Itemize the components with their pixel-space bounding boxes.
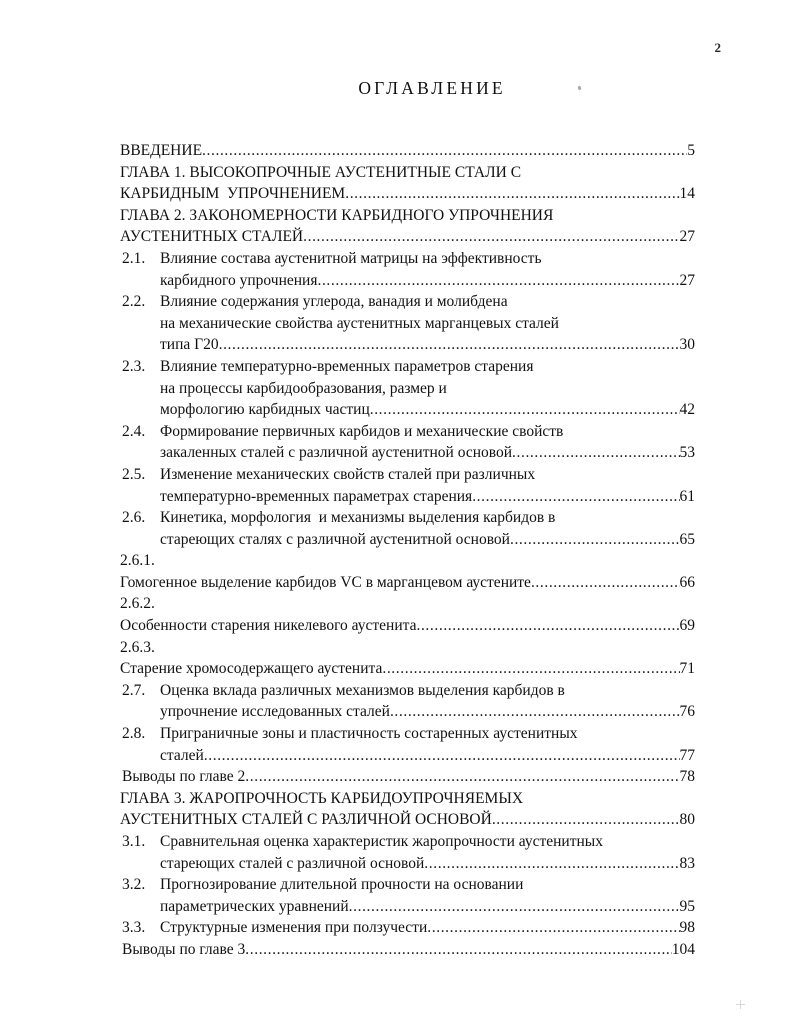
toc-entry-last-line: [160, 334, 695, 356]
toc-entry-number: 2.1.: [122, 249, 146, 267]
toc-page-number: 80: [679, 811, 695, 829]
toc-entry[interactable]: [120, 205, 695, 248]
toc-entry-body: [160, 917, 695, 939]
toc-entry-line: Кинетика, морфология и механизмы выделения карбидов в: [160, 509, 556, 527]
toc-entry-line: ГЛАВА 2. ЗАКОНОМЕРНОСТИ КАРБИДНОГО УПРОЧНЕНИЯ: [120, 206, 554, 224]
toc-page-number: 42: [679, 401, 695, 419]
toc-entry-line: на процессы карбидообразования, размер и: [160, 379, 447, 397]
toc-entry-text: стареющих сталей с различной основой: [160, 854, 425, 872]
toc-entry-body: [160, 464, 695, 507]
dot-leader: [416, 615, 679, 637]
toc-entry-last-line: [160, 745, 695, 767]
toc-entry-number: 2.6.2.: [120, 595, 155, 613]
toc-page-number: 65: [679, 530, 695, 548]
toc-entry[interactable]: [120, 680, 695, 723]
toc-entry-list: [120, 140, 695, 961]
toc-page-number: 27: [679, 228, 695, 246]
toc-page-number: 66: [679, 573, 695, 591]
toc-entry-body: [122, 766, 695, 788]
dot-leader: [472, 486, 679, 508]
dot-leader: [382, 658, 679, 680]
toc-page-number: 53: [679, 444, 695, 462]
toc-entry[interactable]: [120, 723, 695, 766]
toc-entry-last-line: [160, 442, 695, 464]
toc-entry-text: Выводы по главе 3: [122, 940, 246, 958]
toc-entry-line: Влияние состава аустенитной матрицы на эффективность: [160, 249, 542, 267]
toc-entry[interactable]: [120, 917, 695, 939]
toc-entry-number: 2.2.: [122, 293, 146, 311]
scan-artifact-registration-mark: [736, 1000, 745, 1009]
dot-leader: [492, 809, 680, 831]
toc-entry-number: 2.3.: [122, 357, 146, 375]
toc-entry-line: на механические свойства аустенитных марганцевых сталей: [160, 314, 559, 332]
toc-entry-number: 2.6.3.: [120, 638, 155, 656]
toc-entry-line: Оценка вклада различных механизмов выделения карбидов в: [160, 681, 565, 699]
toc-entry[interactable]: [120, 939, 695, 961]
toc-entry[interactable]: [120, 464, 695, 507]
toc-entry-body: [160, 356, 695, 421]
dot-leader: [219, 334, 680, 356]
toc-entry-line: Изменение механических свойств сталей при различных: [160, 465, 536, 483]
toc-entry-text: Особенности старения никелевого аустенита: [120, 617, 417, 635]
toc-entry-last-line: [120, 572, 695, 594]
dot-leader: [202, 140, 687, 162]
page-title: ОГЛАВЛЕНИЕ: [358, 78, 506, 98]
toc-entry-body: [160, 507, 695, 550]
toc-entry[interactable]: [120, 550, 695, 593]
toc-entry-number: 2.6.: [122, 509, 146, 527]
toc-entry-last-line: [160, 486, 695, 508]
toc-entry-text: сталей: [160, 746, 204, 764]
toc-entry-text: морфологию карбидных частиц: [160, 401, 370, 419]
dot-leader: [427, 917, 679, 939]
toc-entry-text: Выводы по главе 2: [122, 768, 246, 786]
toc-entry-body: [160, 248, 695, 291]
toc-entry-last-line: [160, 701, 695, 723]
toc-page-number: 95: [679, 897, 695, 915]
dot-leader: [510, 529, 680, 551]
toc-page-number: 98: [679, 919, 695, 937]
toc-entry[interactable]: [120, 162, 695, 205]
toc-entry-body: [120, 615, 695, 637]
toc-entry-last-line: [160, 270, 695, 292]
toc-entry-number: 3.3.: [122, 919, 146, 937]
toc-entry-text: упрочнение исследованных сталей: [160, 703, 390, 721]
toc-entry-last-line: [120, 615, 695, 637]
toc-entry[interactable]: [120, 291, 695, 356]
dot-leader: [424, 853, 679, 875]
toc-entry-text: Гомогенное выделение карбидов VC в марганцевом аустените: [120, 573, 531, 591]
toc-page-number: 77: [679, 746, 695, 764]
toc-entry[interactable]: [120, 593, 695, 636]
toc-entry-number: 3.1.: [122, 833, 146, 850]
toc-entry-last-line: [122, 939, 695, 961]
toc-entry-body: [120, 658, 695, 680]
toc-entry[interactable]: [120, 248, 695, 291]
toc-entry-text: ВВЕДЕНИЕ: [120, 142, 203, 159]
dot-leader: [390, 701, 680, 723]
toc-entry-text: температурно-временных параметрах старения: [160, 487, 473, 505]
toc-entry-line: Формирование первичных карбидов и механические свойств: [160, 422, 564, 440]
toc-entry[interactable]: [120, 356, 695, 421]
toc-entry-text: АУСТЕНИТНЫХ СТАЛЕЙ С РАЗЛИЧНОЙ ОСНОВОЙ: [120, 811, 492, 829]
toc-entry-number: 2.6.1.: [120, 552, 155, 570]
toc-page-number: 69: [679, 617, 695, 635]
toc-entry-body: [122, 939, 695, 961]
toc-entry-text: параметрических уравнений: [160, 897, 349, 915]
toc-entry-body: [120, 140, 695, 162]
toc-entry[interactable]: [120, 421, 695, 464]
toc-entry-text: стареющих сталях с различной аустенитной основой: [160, 530, 510, 548]
toc-entry-text: АУСТЕНИТНЫХ СТАЛЕЙ: [120, 228, 304, 246]
toc-entry-text: Структурные изменения при ползучести: [160, 919, 428, 937]
toc-entry-line: Прогнозирование длительной прочности на основании: [160, 876, 524, 894]
toc-entry-body: [120, 162, 695, 205]
dot-leader: [531, 572, 680, 594]
toc-page-number: 71: [679, 660, 695, 678]
toc-entry-body: [120, 788, 695, 831]
toc-page-number: 83: [679, 854, 695, 872]
toc-entry-last-line: [120, 140, 695, 162]
toc-page-number: 14: [679, 185, 695, 203]
dot-leader: [204, 745, 680, 767]
toc-entry-number: 2.8.: [122, 725, 146, 743]
toc-entry-last-line: [160, 529, 695, 551]
toc-entry-text: КАРБИДНЫМ УПРОЧНЕНИЕМ: [120, 185, 346, 203]
toc-entry-text: карбидного упрочнения: [160, 271, 318, 289]
toc-page-number: 104: [671, 940, 695, 958]
toc-page-number: 27: [679, 271, 695, 289]
toc-entry-last-line: [160, 896, 695, 918]
toc-entry-body: [160, 874, 695, 917]
page-number: 2: [714, 40, 721, 55]
toc-entry-number: 2.5.: [122, 465, 146, 483]
toc-entry[interactable]: [120, 507, 695, 550]
toc-entry-last-line: [160, 917, 695, 939]
toc-entry-last-line: [120, 226, 695, 248]
toc-entry-last-line: [120, 183, 695, 205]
toc-entry-last-line: [160, 399, 695, 421]
toc-entry-number: 2.7.: [122, 681, 146, 699]
toc-entry-body: [160, 421, 695, 464]
dot-leader: [317, 270, 679, 292]
toc-entry-number: 3.2.: [122, 876, 146, 894]
toc-entry-line: Влияние температурно-временных параметров старения: [160, 357, 534, 375]
dot-leader: [345, 183, 679, 205]
toc-entry[interactable]: [120, 637, 695, 680]
toc-entry-body: [160, 831, 695, 874]
toc-entry-text: Старение хромосодержащего аустенита: [120, 660, 383, 678]
toc-entry[interactable]: [120, 140, 695, 162]
toc-entry-body: [120, 572, 695, 594]
toc-entry-line: Приграничные зоны и пластичность состаренных аустенитных: [160, 725, 578, 743]
toc-entry-text: закаленных сталей с различной аустенитной основой: [160, 444, 513, 462]
toc-entry[interactable]: [120, 831, 695, 874]
toc-page-number: 78: [679, 768, 695, 786]
toc-entry-body: [160, 723, 695, 766]
toc-page-number: 5: [687, 142, 695, 159]
toc-page-number: 76: [679, 703, 695, 721]
toc-entry-body: [160, 291, 695, 356]
dot-leader: [370, 399, 680, 421]
dot-leader: [512, 442, 679, 464]
toc-entry[interactable]: [120, 874, 695, 917]
toc-page-number: 61: [679, 487, 695, 505]
dot-leader: [303, 226, 679, 248]
toc-entry-last-line: [122, 766, 695, 788]
toc-entry-line: Влияние содержания углерода, ванадия и молибдена: [160, 293, 508, 311]
toc-entry-text: типа Г20: [160, 336, 219, 354]
dot-leader: [349, 896, 680, 918]
toc-page-number: 30: [679, 336, 695, 354]
toc-entry-line: Сравнительная оценка характеристик жаропрочности аустенитных: [160, 833, 603, 850]
toc-entry-last-line: [120, 809, 695, 831]
toc-entry-body: [160, 680, 695, 723]
toc-entry-last-line: [160, 853, 695, 875]
toc-entry[interactable]: [120, 766, 695, 788]
toc-entry-line: ГЛАВА 3. ЖАРОПРОЧНОСТЬ КАРБИДОУПРОЧНЯЕМЫХ: [120, 789, 524, 807]
toc-entry-body: [120, 205, 695, 248]
table-of-contents: [120, 78, 695, 961]
toc-entry-number: 2.4.: [122, 422, 146, 440]
dot-leader: [245, 939, 671, 961]
toc-entry-last-line: [120, 658, 695, 680]
toc-entry-line: ГЛАВА 1. ВЫСОКОПРОЧНЫЕ АУСТЕНИТНЫЕ СТАЛИ С: [120, 163, 522, 181]
toc-entry[interactable]: [120, 788, 695, 831]
dot-leader: [245, 766, 679, 788]
